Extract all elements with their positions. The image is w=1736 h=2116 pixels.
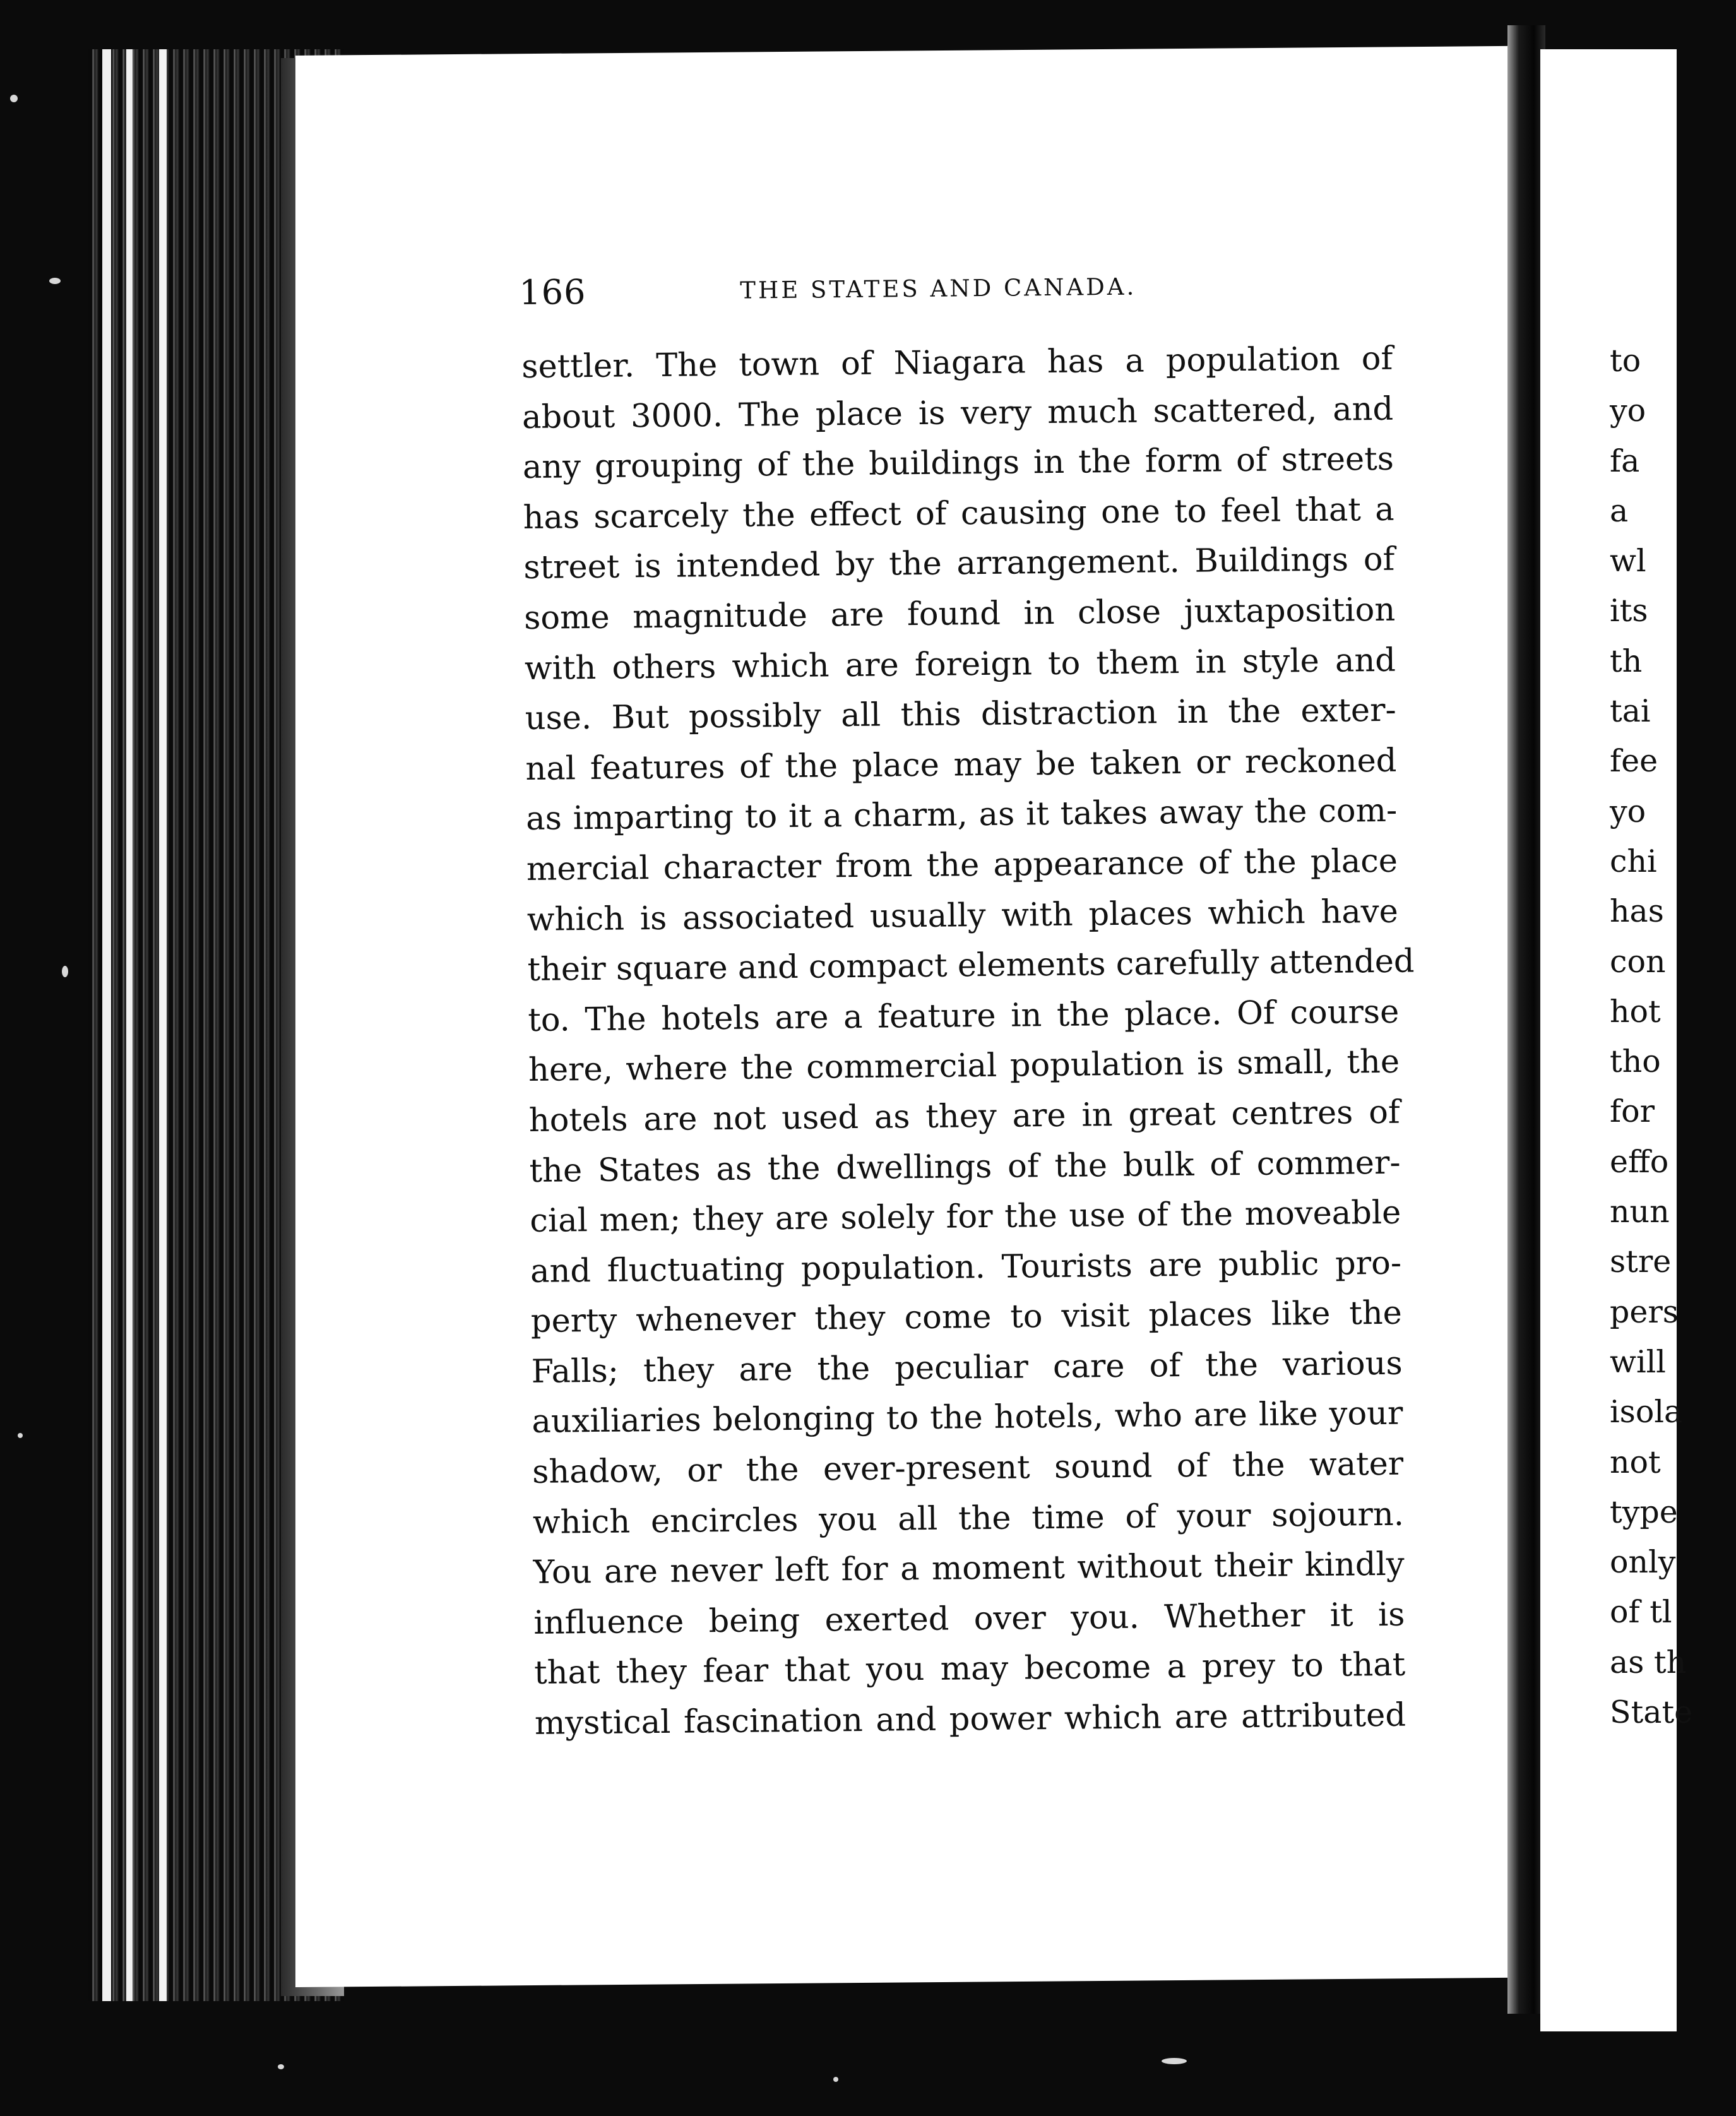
facing-text-fragment: tai (1610, 693, 1651, 730)
scan-speck (62, 966, 68, 977)
facing-text-fragment: type (1610, 1494, 1678, 1530)
scan-speck (833, 2077, 838, 2082)
text-line: perty whenever they come to visit places like the (530, 1294, 1403, 1341)
scan-speck (49, 278, 61, 284)
text-line: which is associated usually with places which have (526, 893, 1399, 939)
text-line: about 3000. The place is very much scattered, and (521, 390, 1394, 436)
facing-text-fragment: hot (1610, 993, 1661, 1030)
text-line: some magnitude are found in close juxtaposition (523, 591, 1396, 637)
facing-text-fragment: will (1610, 1343, 1666, 1380)
facing-text-fragment: yo (1610, 393, 1646, 429)
book-gutter (1507, 25, 1545, 2014)
facing-text-fragment: effo (1610, 1143, 1669, 1180)
facing-text-fragment: to (1610, 343, 1641, 379)
text-line: street is intended by the arrangement. Buildings of (523, 541, 1395, 587)
text-line: any grouping of the buildings in the form of streets (522, 440, 1394, 487)
text-line: the States as the dwellings of the bulk of commer- (529, 1144, 1401, 1190)
text-line: that they fear that you may become a prey to that (533, 1646, 1406, 1692)
facing-text-fragment: of tl (1610, 1594, 1672, 1631)
text-line: has scarcely the effect of causing one to feel that a (523, 490, 1394, 537)
scan-speck (278, 2064, 284, 2069)
facing-text-fragment: isola (1610, 1394, 1683, 1430)
text-line: nal features of the place may be taken or reckoned (525, 742, 1397, 788)
text-line: to. The hotels are a feature in the place. Of course (528, 993, 1400, 1039)
scan-speck (18, 1433, 23, 1438)
text-line: auxiliaries belonging to the hotels, who are like your (532, 1395, 1403, 1441)
text-line: and fluctuating population. Tourists are public pro- (530, 1244, 1402, 1290)
page-edge-highlight (126, 49, 133, 2001)
text-line: cial men; they are solely for the use of the moveable (530, 1194, 1401, 1240)
text-line: influence being exerted over you. Whether it is (533, 1596, 1405, 1642)
text-line: mercial character from the appearance of the place (526, 842, 1398, 888)
facing-text-fragment: nun (1610, 1194, 1670, 1230)
text-line: hotels are not used as they are in great centres of (528, 1093, 1401, 1139)
facing-text-fragment: yo (1610, 793, 1646, 829)
scan-speck (1162, 2058, 1187, 2064)
facing-text-fragment: fee (1610, 743, 1658, 780)
facing-text-fragment: a (1610, 492, 1629, 529)
facing-text-fragment: stre (1610, 1244, 1672, 1280)
text-line: mystical fascination and power which are attributed (534, 1696, 1406, 1742)
facing-text-fragment: con (1610, 943, 1666, 980)
scan-speck (10, 95, 18, 102)
text-line: here, where the commercial population is small, the (528, 1043, 1400, 1090)
running-head: THE STATES AND CANADA. (740, 273, 1137, 304)
facing-text-fragment: th (1610, 643, 1643, 679)
facing-text-fragment: State (1610, 1694, 1693, 1731)
body-text (521, 334, 1418, 1749)
page-header (519, 266, 1182, 323)
facing-text-fragment: fa (1610, 443, 1640, 479)
facing-text-fragment: wl (1610, 543, 1646, 580)
facing-text-fragment: its (1610, 593, 1648, 629)
facing-text-fragment: not (1610, 1444, 1661, 1480)
facing-text-fragment: tho (1610, 1043, 1661, 1080)
page-edge-highlight (102, 49, 111, 2001)
facing-text-fragment: has (1610, 893, 1664, 930)
facing-text-fragment: chi (1610, 843, 1657, 879)
facing-text-fragment: as th (1610, 1644, 1687, 1680)
facing-text-fragment: for (1610, 1093, 1655, 1130)
text-line: use. But possibly all this distraction in the exter- (525, 691, 1396, 738)
text-line: with others which are foreign to them in style and (524, 641, 1396, 687)
text-line: shadow, or the ever-present sound of the water (532, 1445, 1404, 1491)
facing-page-text (1610, 336, 1736, 1737)
page-edge-highlight (159, 49, 167, 2001)
text-line: as imparting to it a charm, as it takes away the com- (525, 792, 1398, 838)
facing-text-fragment: only (1610, 1544, 1676, 1581)
text-line: their square and compact elements carefully attended (527, 942, 1415, 989)
text-line: Falls; they are the peculiar care of the various (531, 1345, 1403, 1391)
page-number: 166 (519, 271, 586, 312)
facing-text-fragment: pers (1610, 1293, 1679, 1330)
text-line: settler. The town of Niagara has a population of (521, 340, 1393, 386)
text-line: You are never left for a moment without their kindly (533, 1545, 1405, 1592)
text-line: which encircles you all the time of your sojourn. (532, 1495, 1405, 1542)
